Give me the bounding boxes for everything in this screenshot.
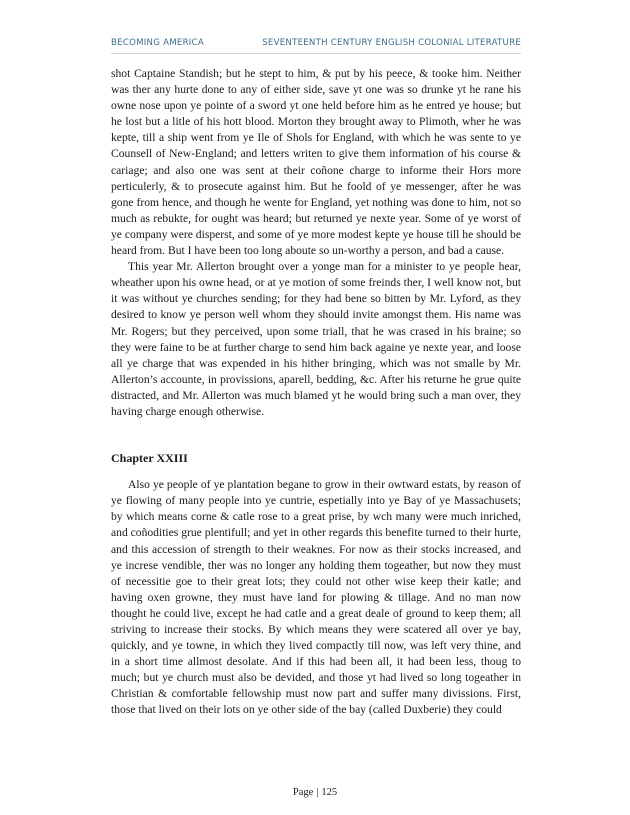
- book-title: BECOMING AMERICA: [111, 38, 204, 48]
- paragraph-3: Also ye people of ye plantation begane to grow in their owtward estats, by reason of ye flowing of many people into ye cuntrie, espetially into ye Bay of ye Massachusets; by which means corne & catle rose to a great prise, by wch many were much inriched, and coñodities grue plentifull; and yet in other regards this benefite turned to their hurte, and this accession of strength to their weaknes. For now as their stocks increased, and ye increse vendible, ther was no longer any holding them togeather, but now they must of necessitie goe to their great lots; they could not other wise keep their katle; and having oxen growne, they must have land for plowing & tillage. And no man now thought he could live, except he had catle and a great deale of ground to keep them; all striving to increase their stocks. By which means they were scatered all over ye bay, quickly, and ye towne, in which they lived compactly till now, was left very thine, and in a short time allmost desolate. And if this had been all, it had been less, thoug to much; but ye church must also be devided, and those yt had lived so long togeather in Christian & comfortable fellowship must now part and suffer many divissions. First, those that lived on their lots on ye other side of the bay (called Duxberie) they could: [111, 478, 521, 717]
- page-number: 125: [321, 787, 338, 798]
- page-footer: [0, 787, 630, 798]
- section-title: SEVENTEENTH CENTURY ENGLISH COLONIAL LITERATURE: [262, 38, 521, 48]
- page-label: Page: [292, 787, 314, 798]
- paragraph-1: shot Captaine Standish; but he stept to him, & put by his peece, & tooke him. Neither was ther any hurte done to any of either side, save yt one was so drunke yt he rane his owne nose upon ye pointe of a sword yt one held before him as he entred ye house; but he lost but a litle of his hott blood. Morton they brought away to Plimoth, wher he was kepte, till a ship went from ye Ile of Shols for England, with which he was sente to ye Counsell of New-England; and letters writen to give them information of his course & cariage; and also one was sent at their coñone charge to informe their Hors more perticulerly, & to prosecute against him. But he foold of ye messenger, after he was gone from hence, and though he wente for England, yet nothing was done to him, not so much as rebukte, for ought was heard; but returned ye nexte year. Some of ye worst of ye company were disperst, and some of ye more modest kepte ye house till he should be heard from. But I have been too long aboute so un-worthy a person, and bad a cause.: [111, 67, 521, 258]
- chapter-heading: Chapter XXIII: [111, 451, 188, 466]
- running-header: [111, 38, 521, 52]
- paragraph-2: This year Mr. Allerton brought over a yonge man for a minister to ye people hear, wheather upon his owne head, or at ye motion of some freinds ther, I well know not, but it was without ye churches sending; for they had bene so bitten by Mr. Lyford, as they desired to know ye person well whom they should invite amongst them. His name was Mr. Rogers; but they perceived, upon some triall, that he was crased in his braine; so they were faine to be at further charge to send him back againe ye nexte year, and loose all ye charge that was expended in his hither bringing, which was not smalle by Mr. Allerton’s accounte, in provissions, aparell, bedding, &c. After his returne he grue quite distracted, and Mr. Allerton was much blamed yt he would bring such a man over, they having charge enough otherwise.: [111, 260, 521, 418]
- header-divider: [111, 53, 521, 54]
- body-text: [111, 66, 521, 719]
- page-separator: |: [316, 787, 319, 798]
